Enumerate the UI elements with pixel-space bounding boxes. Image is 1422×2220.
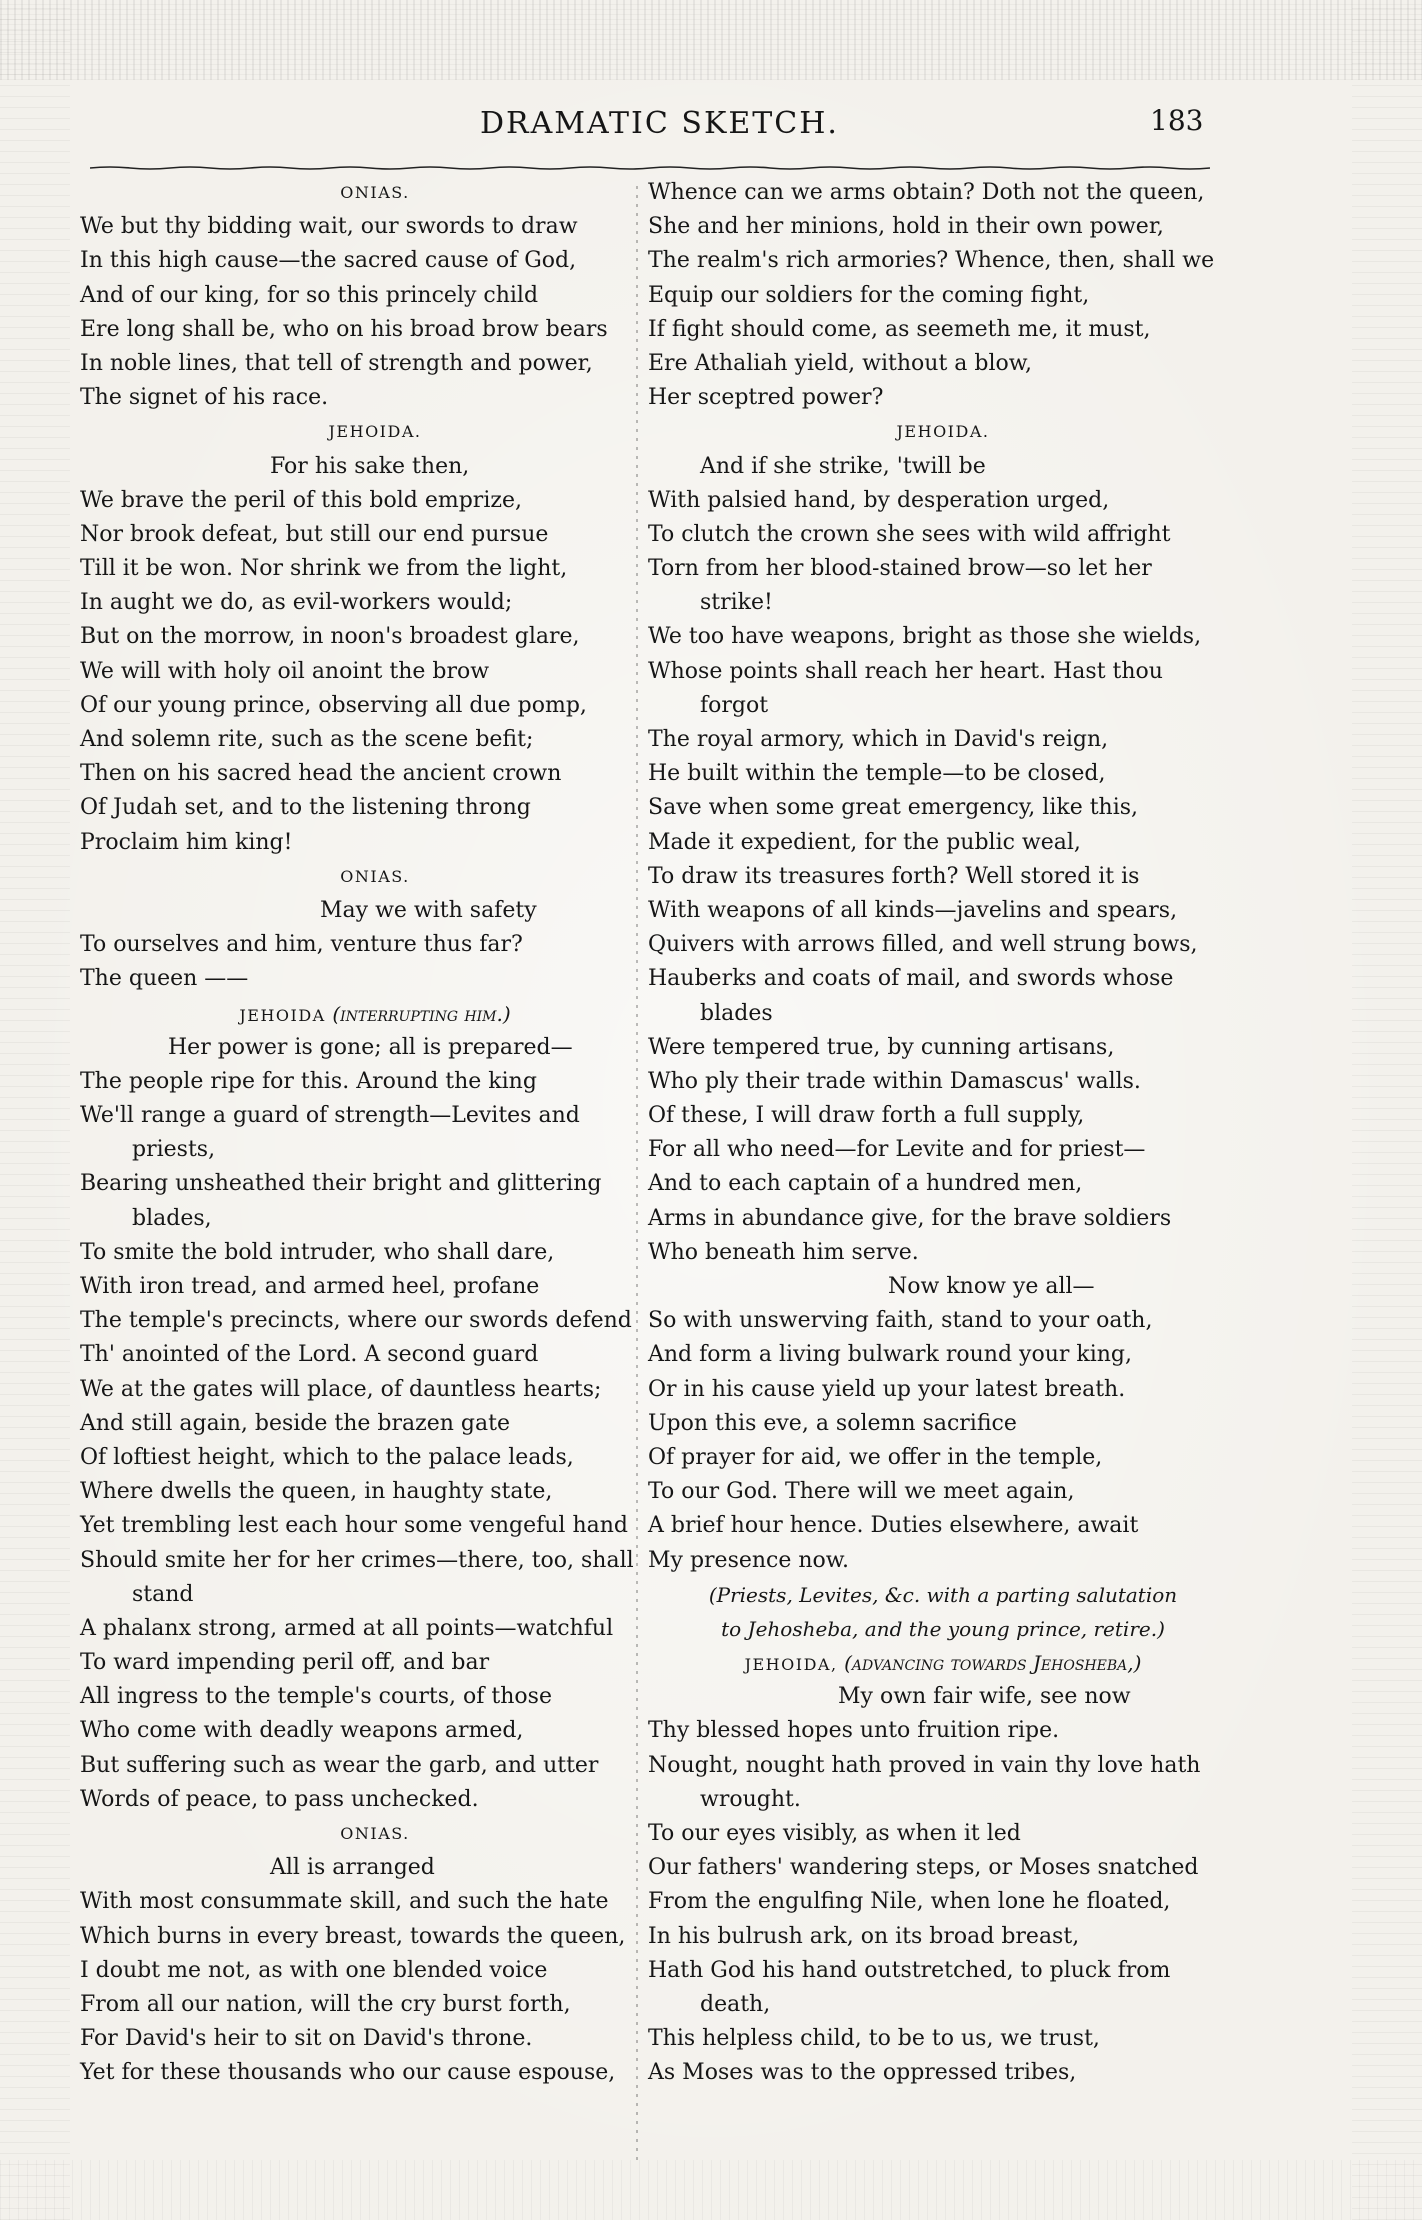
- speaker-name: JEHOIDA.: [896, 422, 990, 442]
- verse-line: He built within the temple—to be closed,: [648, 761, 1106, 787]
- verse-line: Who ply their trade within Damascus' walls.: [648, 1068, 1141, 1094]
- verse-line: wrought.: [700, 1786, 801, 1812]
- verse-line: So with unswerving faith, stand to your oath,: [648, 1308, 1153, 1334]
- verse-line: forgot: [700, 692, 769, 718]
- verse-line: Of Judah set, and to the listening throng: [80, 795, 531, 821]
- verse-line: For David's heir to sit on David's throne.: [80, 2026, 533, 2052]
- verse-line: Equip our soldiers for the coming fight,: [648, 282, 1090, 308]
- verse-line: And form a living bulwark round your king,: [648, 1342, 1132, 1368]
- speaker-with-direction: [80, 997, 670, 1031]
- scan-noise-top: [0, 0, 1422, 80]
- running-title: DRAMATIC SKETCH.: [480, 106, 839, 141]
- verse-line: And of our king, for so this princely child: [80, 282, 539, 308]
- verse-line: Words of peace, to pass unchecked.: [80, 1786, 479, 1812]
- verse-line: Her power is gone; all is prepared—: [168, 1034, 573, 1060]
- verse-line: Torn from her blood-stained brow—so let her: [648, 556, 1152, 582]
- verse-line: And if she strike, 'twill be: [700, 453, 986, 479]
- verse-line: And to each captain of a hundred men,: [648, 1171, 1083, 1197]
- verse-line: Or in his cause yield up your latest breath.: [648, 1376, 1126, 1402]
- verse-line: But on the morrow, in noon's broadest glare,: [80, 624, 580, 650]
- speaker-name: JEHOIDA: [239, 1005, 326, 1025]
- verse-line: To smite the bold intruder, who shall dare,: [80, 1239, 555, 1265]
- verse-line: Should smite her for her crimes—there, too, shall: [80, 1547, 634, 1573]
- verse-line: All ingress to the temple's courts, of those: [80, 1684, 552, 1710]
- verse-line: A brief hour hence. Duties elsewhere, await: [648, 1513, 1139, 1539]
- verse-line: Our fathers' wandering steps, or Moses snatched: [648, 1855, 1199, 1881]
- verse-line: From the engulfing Nile, when lone he floated,: [648, 1889, 1171, 1915]
- verse-line: To our eyes visibly, as when it led: [648, 1821, 1021, 1846]
- verse-line: May we with safety: [320, 897, 537, 923]
- scan-noise-left: [0, 0, 70, 2220]
- verse-line: With most consummate skill, and such the hate: [80, 1889, 609, 1915]
- page-header: [0, 100, 1422, 160]
- stage-direction: (Priests, Levites, &c. with a parting salutation: [708, 1582, 1178, 1607]
- verse-line: Quivers with arrows filled, and well strung bows,: [648, 932, 1198, 958]
- verse-line: The temple's precincts, where our swords defend: [80, 1308, 632, 1334]
- verse-line: But suffering such as wear the garb, and utter: [80, 1752, 599, 1778]
- verse-line: Made it expedient, for the public weal,: [648, 829, 1081, 855]
- verse-line: And solemn rite, such as the scene befit;: [80, 727, 534, 752]
- verse-line: We but thy bidding wait, our swords to draw: [80, 214, 578, 240]
- verse-line: If fight should come, as seemeth me, it must,: [648, 316, 1151, 342]
- verse-line: The queen ——: [80, 966, 249, 992]
- verse-line: We will with holy oil anoint the brow: [80, 658, 490, 684]
- verse-line: Hath God his hand outstretched, to pluck from: [648, 1957, 1171, 1983]
- verse-line: Ere long shall be, who on his broad brow bears: [80, 316, 608, 342]
- verse-line: In noble lines, that tell of strength and power,: [80, 350, 593, 376]
- verse-line: In aught we do, as evil-workers would;: [80, 590, 513, 616]
- verse-line: Upon this eve, a solemn sacrifice: [648, 1410, 1017, 1436]
- verse-line: blades,: [132, 1205, 212, 1231]
- verse-line: Of these, I will draw forth a full supply,: [648, 1103, 1085, 1129]
- speaker-name: JEHOIDA,: [744, 1655, 838, 1675]
- verse-line: And still again, beside the brazen gate: [80, 1410, 510, 1436]
- right-column: [648, 176, 1238, 2091]
- scan-noise-right: [1352, 0, 1422, 2220]
- verse-line: This helpless child, to be to us, we trust,: [648, 2026, 1100, 2052]
- verse-line: For his sake then,: [270, 453, 470, 479]
- verse-line: In this high cause—the sacred cause of God,: [80, 248, 577, 274]
- verse-line: priests,: [132, 1137, 216, 1163]
- verse-line: Thy blessed hopes unto fruition ripe.: [648, 1718, 1060, 1744]
- page-number: 183: [1150, 104, 1204, 137]
- verse-line: Who come with deadly weapons armed,: [80, 1718, 524, 1744]
- verse-line: The realm's rich armories? Whence, then, shall we: [648, 248, 1215, 274]
- verse-line: I doubt me not, as with one blended voice: [80, 1957, 548, 1983]
- verse-line: Were tempered true, by cunning artisans,: [648, 1034, 1115, 1060]
- verse-line: To our God. There will we meet again,: [648, 1479, 1075, 1505]
- verse-line: Bearing unsheathed their bright and glittering: [80, 1171, 602, 1197]
- verse-line: Hauberks and coats of mail, and swords whose: [648, 966, 1174, 992]
- verse-line: To clutch the crown she sees with wild affright: [648, 521, 1171, 547]
- verse-line: We brave the peril of this bold emprize,: [80, 487, 522, 513]
- verse-line: Th' anointed of the Lord. A second guard: [80, 1342, 539, 1368]
- verse-line: Ere Athaliah yield, without a blow,: [648, 350, 1032, 376]
- stage-direction: (advancing towards Jehosheba,): [844, 1651, 1142, 1676]
- verse-line: Of loftiest height, which to the palace leads,: [80, 1444, 574, 1470]
- verse-line: Which burns in every breast, towards the queen,: [80, 1923, 626, 1949]
- verse-line: Yet for these thousands who our cause espouse,: [80, 2060, 616, 2086]
- verse-line: We at the gates will place, of dauntless hearts;: [80, 1376, 602, 1402]
- verse-line: Nor brook defeat, but still our end pursue: [80, 521, 549, 547]
- verse-line: blades: [700, 1000, 773, 1026]
- verse-line: She and her minions, hold in their own power,: [648, 214, 1164, 240]
- verse-line: With iron tread, and armed heel, profane: [80, 1274, 540, 1299]
- verse-line: My presence now.: [648, 1547, 850, 1573]
- verse-line: Proclaim him king!: [80, 829, 293, 855]
- verse-line: Who beneath him serve.: [648, 1239, 919, 1265]
- verse-line: For all who need—for Levite and for priest—: [648, 1137, 1146, 1163]
- verse-line: Arms in abundance give, for the brave soldiers: [648, 1205, 1172, 1231]
- verse-line: With palsied hand, by desperation urged,: [648, 487, 1110, 513]
- verse-line: Now know ye all—: [888, 1274, 1095, 1299]
- speaker-name: JEHOIDA.: [328, 422, 422, 442]
- verse-line: From all our nation, will the cry burst forth,: [80, 1991, 571, 2017]
- verse-line: The royal armory, which in David's reign,: [648, 727, 1109, 752]
- verse-line: Of prayer for aid, we offer in the temple,: [648, 1444, 1103, 1470]
- verse-line: Nought, nought hath proved in vain thy love hath: [648, 1752, 1201, 1778]
- speaker-name: ONIAS.: [340, 183, 410, 202]
- stage-direction: (interrupting him.): [332, 1001, 511, 1026]
- verse-line: Save when some great emergency, like this,: [648, 795, 1139, 821]
- verse-line: As Moses was to the oppressed tribes,: [648, 2060, 1077, 2086]
- verse-line: To draw its treasures forth? Well stored it is: [648, 863, 1140, 889]
- verse-line: strike!: [700, 590, 773, 616]
- left-column: [80, 176, 670, 2091]
- verse-line: In his bulrush ark, on its broad breast,: [648, 1923, 1080, 1949]
- speaker-with-direction: [648, 1646, 1238, 1680]
- verse-line: To ward impending peril off, and bar: [80, 1650, 490, 1676]
- verse-line: We'll range a guard of strength—Levites and: [80, 1103, 580, 1129]
- scan-noise-bottom: [0, 2160, 1422, 2220]
- verse-line: Till it be won. Nor shrink we from the light,: [80, 556, 568, 582]
- verse-line: All is arranged: [270, 1855, 435, 1881]
- stage-direction: to Jehosheba, and the young prince, retire.): [721, 1616, 1165, 1641]
- verse-line: Whence can we arms obtain? Doth not the queen,: [648, 180, 1205, 205]
- verse-line: To ourselves and him, venture thus far?: [80, 932, 523, 958]
- verse-line: Whose points shall reach her heart. Hast thou: [648, 658, 1163, 684]
- verse-line: Of our young prince, observing all due pomp,: [80, 692, 587, 718]
- verse-line: My own fair wife, see now: [838, 1684, 1131, 1710]
- verse-line: We too have weapons, bright as those she wields,: [648, 624, 1202, 650]
- verse-line: The people ripe for this. Around the king: [80, 1068, 537, 1094]
- verse-line: death,: [700, 1991, 771, 2017]
- speaker-name: ONIAS.: [340, 866, 410, 886]
- verse-line: With weapons of all kinds—javelins and spears,: [648, 897, 1178, 923]
- verse-line: Her sceptred power?: [648, 385, 884, 411]
- verse-line: Where dwells the queen, in haughty state,: [80, 1479, 553, 1505]
- verse-line: stand: [132, 1581, 194, 1607]
- verse-line: Yet trembling lest each hour some vengeful hand: [80, 1513, 629, 1539]
- verse-line: The signet of his race.: [80, 385, 329, 411]
- header-rule: [90, 166, 1210, 170]
- verse-line: A phalanx strong, armed at all points—watchful: [80, 1615, 614, 1641]
- verse-line: Then on his sacred head the ancient crown: [80, 761, 562, 787]
- speaker-name: ONIAS.: [340, 1824, 410, 1843]
